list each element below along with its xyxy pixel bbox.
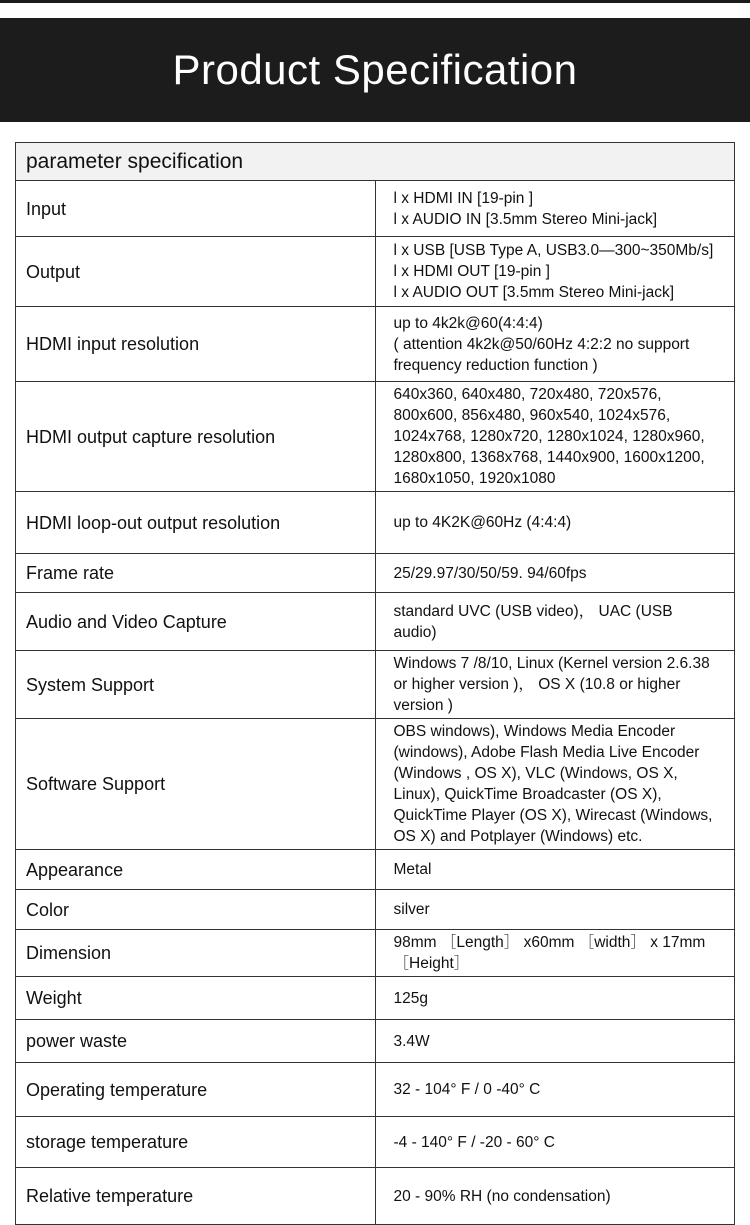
row-value-system-support bbox=[375, 651, 735, 719]
row-value-relative-temperature bbox=[375, 1168, 735, 1225]
value-line: 125g bbox=[393, 989, 428, 1007]
row-value-appearance bbox=[375, 850, 735, 890]
table-row bbox=[16, 850, 735, 890]
table-row bbox=[16, 1063, 735, 1117]
row-label-audio-video-capture: Audio and Video Capture bbox=[16, 593, 376, 651]
row-value-storage-temperature bbox=[375, 1117, 735, 1168]
value-line: -4 - 140° F / -20 - 60° C bbox=[393, 1133, 555, 1151]
row-label-output: Output bbox=[16, 237, 376, 307]
row-label-hdmi-output-capture-resolution: HDMI output capture resolution bbox=[16, 382, 376, 492]
row-value-input bbox=[375, 181, 735, 237]
row-label-weight: Weight bbox=[16, 977, 376, 1020]
row-label-dimension: Dimension bbox=[16, 930, 376, 977]
row-label-relative-temperature: Relative temperature bbox=[16, 1168, 376, 1225]
row-value-color bbox=[375, 890, 735, 930]
value-line: 98mm ［Length］ x60mm ［width］ x 17mm ［Height］ bbox=[393, 934, 706, 972]
value-line: Windows 7 /8/10, Linux (Kernel version 2.6.38 or higher version )， OS X (10.8 or higher version ) bbox=[393, 655, 710, 714]
row-label-storage-temperature: storage temperature bbox=[16, 1117, 376, 1168]
value-line: silver bbox=[393, 901, 430, 918]
row-label-power-waste: power waste bbox=[16, 1020, 376, 1063]
row-value-hdmi-input-resolution bbox=[375, 307, 735, 382]
row-value-hdmi-output-capture-resolution bbox=[375, 382, 735, 492]
value-line: up to 4K2K@60Hz (4:4:4) bbox=[393, 514, 572, 531]
table-row bbox=[16, 890, 735, 930]
value-line: Metal bbox=[393, 861, 432, 878]
row-value-output bbox=[375, 237, 735, 307]
row-label-software-support: Software Support bbox=[16, 719, 376, 850]
value-line: 32 - 104° F / 0 -40° C bbox=[393, 1081, 541, 1098]
value-line: ( attention 4k2k@50/60Hz 4:2:2 no support frequency reduction function ) bbox=[393, 335, 690, 374]
value-line: 25/29.97/30/50/59. 94/60fps bbox=[393, 564, 587, 582]
spec-table-header-row bbox=[16, 143, 735, 181]
row-label-appearance: Appearance bbox=[16, 850, 376, 890]
page-title: Product Specification bbox=[172, 46, 578, 93]
value-line: l x AUDIO OUT [3.5mm Stereo Mini-jack] bbox=[393, 284, 674, 301]
row-value-weight bbox=[375, 977, 735, 1020]
row-label-operating-temperature: Operating temperature bbox=[16, 1063, 376, 1117]
value-line: l x USB [USB Type A, USB3.0—300~350Mb/s] bbox=[393, 242, 714, 259]
row-value-frame-rate bbox=[375, 554, 735, 593]
value-line: 640x360, 640x480, 720x480, 720x576, 800x600, 856x480, 960x540, 1024x576, 1024x768, 1280x720, 1280x1024, 1280x960, 1280x800, 1368x768, 1440x900, 1600x1200, 1680x1050, 1920x1080 bbox=[393, 386, 705, 487]
row-value-audio-video-capture bbox=[375, 593, 735, 651]
table-row bbox=[16, 719, 735, 850]
row-label-hdmi-input-resolution: HDMI input resolution bbox=[16, 307, 376, 382]
table-row bbox=[16, 382, 735, 492]
row-value-software-support bbox=[375, 719, 735, 850]
title-banner bbox=[0, 18, 750, 122]
value-line: OBS windows), Windows Media Encoder (windows), Adobe Flash Media Live Encoder (Windows , OS X), VLC (Windows, OS X, Linux), QuickTime Broadcaster (OS X), QuickTime Player (OS X), Wirecast (Windows, OS X) and Potplayer (Windows) etc. bbox=[393, 723, 713, 845]
row-value-hdmi-loop-out bbox=[375, 492, 735, 554]
table-row bbox=[16, 1020, 735, 1063]
value-line: up to 4k2k@60(4:4:4) bbox=[393, 314, 543, 332]
table-row bbox=[16, 930, 735, 977]
table-row bbox=[16, 237, 735, 307]
top-rule bbox=[0, 0, 750, 3]
row-label-input: Input bbox=[16, 181, 376, 237]
table-row bbox=[16, 977, 735, 1020]
row-label-frame-rate: Frame rate bbox=[16, 554, 376, 593]
table-row bbox=[16, 554, 735, 593]
value-line: standard UVC (USB video)， UAC (USB audio) bbox=[393, 602, 673, 641]
value-line: 20 - 90% RH (no condensation) bbox=[393, 1187, 611, 1205]
row-label-hdmi-loop-out: HDMI loop-out output resolution bbox=[16, 492, 376, 554]
spec-table-header: parameter specification bbox=[16, 143, 735, 181]
row-value-power-waste bbox=[375, 1020, 735, 1063]
row-label-color: Color bbox=[16, 890, 376, 930]
row-value-dimension bbox=[375, 930, 735, 977]
row-value-operating-temperature bbox=[375, 1063, 735, 1117]
table-row bbox=[16, 492, 735, 554]
value-line: l x AUDIO IN [3.5mm Stereo Mini-jack] bbox=[393, 210, 658, 228]
table-row bbox=[16, 1168, 735, 1225]
value-line: l x HDMI IN [19-pin ] bbox=[393, 189, 534, 207]
table-row bbox=[16, 651, 735, 719]
table-row bbox=[16, 307, 735, 382]
table-row bbox=[16, 593, 735, 651]
row-label-system-support: System Support bbox=[16, 651, 376, 719]
value-line: l x HDMI OUT [19-pin ] bbox=[393, 263, 550, 280]
table-row bbox=[16, 1117, 735, 1168]
value-line: 3.4W bbox=[393, 1032, 430, 1050]
spec-table bbox=[15, 142, 735, 1225]
table-row bbox=[16, 181, 735, 237]
